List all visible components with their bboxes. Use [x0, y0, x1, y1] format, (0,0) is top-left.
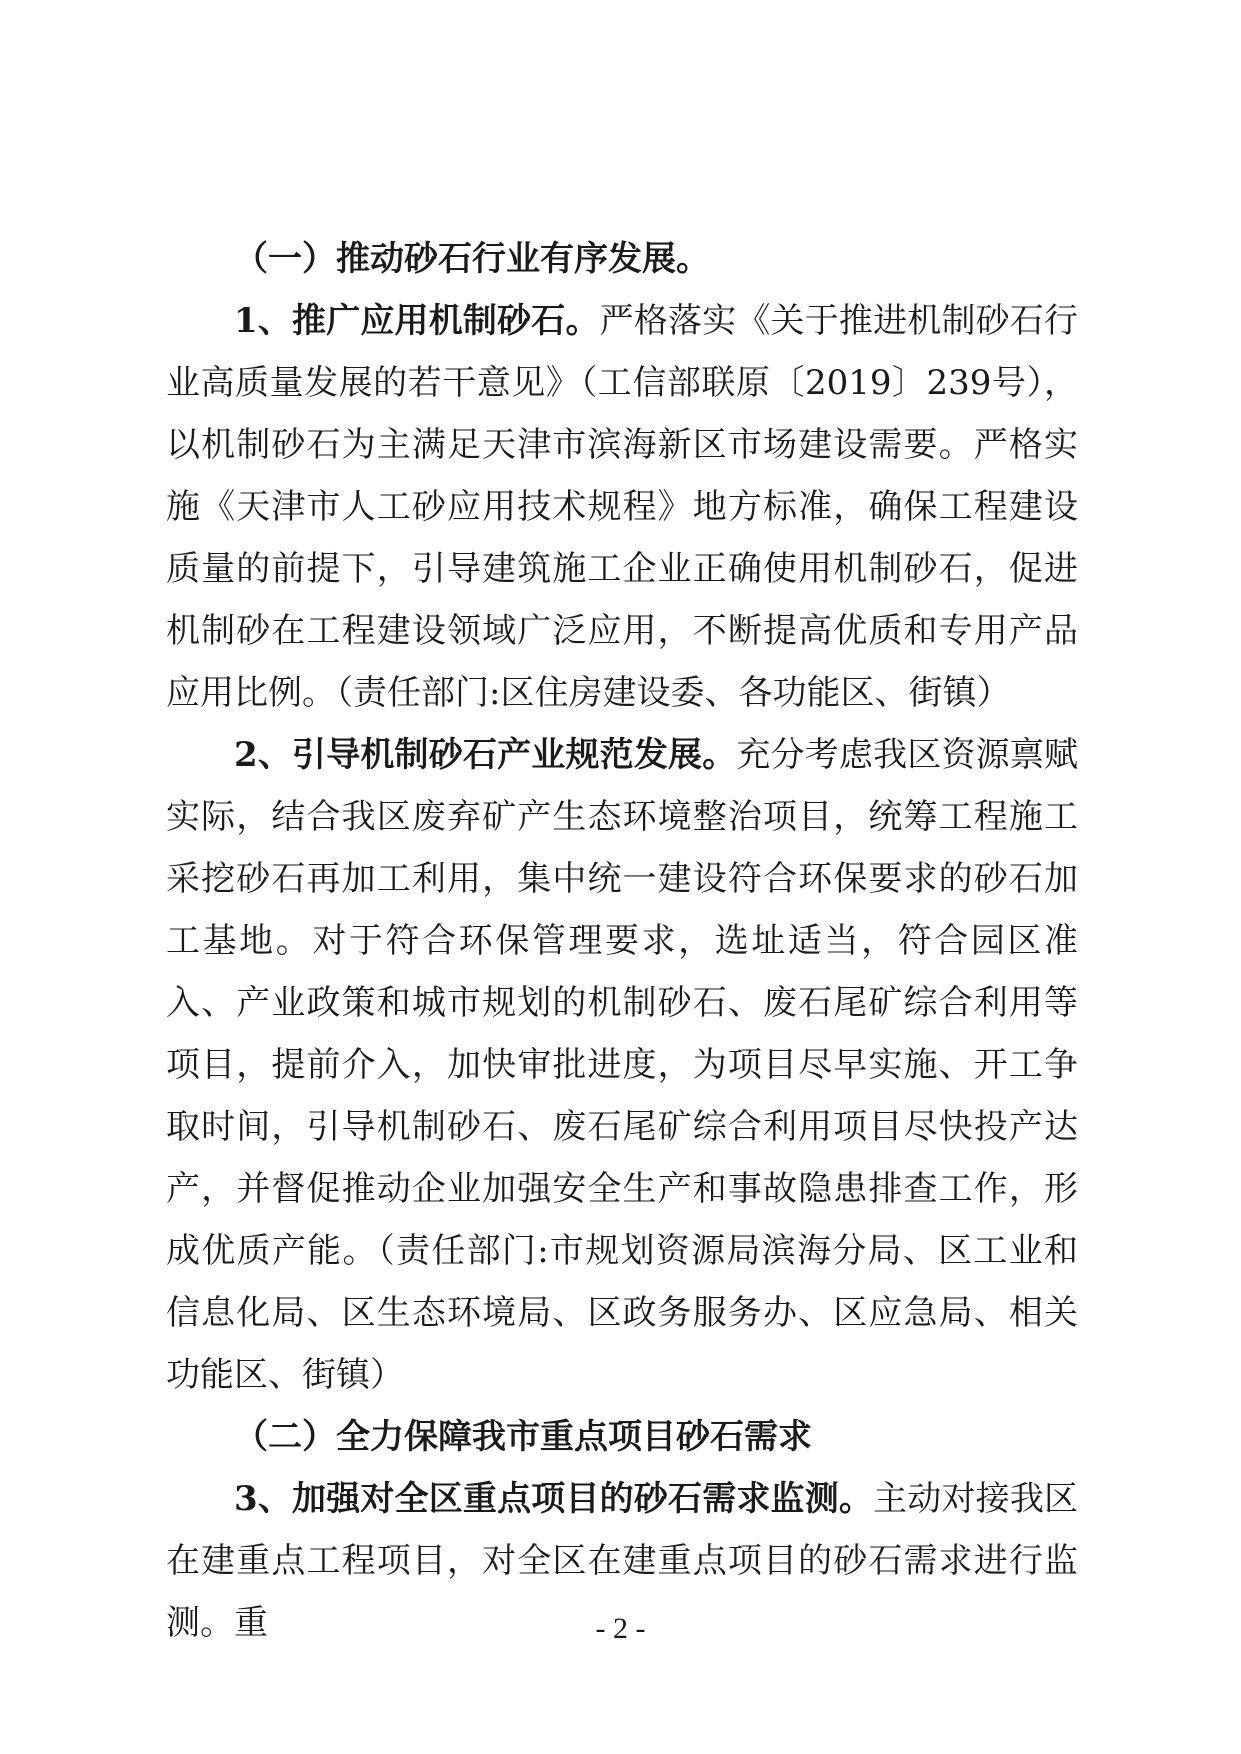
section-heading-2: （二）全力保障我市重点项目砂石需求: [234, 1417, 812, 1457]
item-lead-3: 3、加强对全区重点项目的砂石需求监测。: [234, 1479, 874, 1519]
paragraph-item-1: [166, 290, 1078, 724]
item-lead-2: 2、引导机制砂石产业规范发展。: [234, 735, 737, 775]
item-lead-1: 1、推广应用机制砂石。: [234, 301, 600, 341]
paragraph-item-2: [166, 724, 1078, 1406]
page-number: - 2 -: [595, 1612, 646, 1645]
item-body-3: 主动对接我区在建重点工程项目，对全区在建重点项目的砂石需求进行监测。重: [166, 1479, 1079, 1643]
item-body-1: 严格落实《关于推进机制砂石行业高质量发展的若干意见》（工信部联原〔2019〕239号），以机制砂石为主满足天津市滨海新区市场建设需要。严格实施《天津市人工砂应用技术规程》地方标准，确保工程建设质量的前提下，引导建筑施工企业正确使用机制砂石，促进机制砂在工程建设领域广泛应用，不断提高优质和专用产品应用比例。（责任部门:区住房建设委、各功能区、街镇）: [166, 301, 1078, 713]
document-body: [166, 228, 1078, 1654]
item-body-2: 充分考虑我区资源禀赋实际，结合我区废弃矿产生态环境整治项目，统筹工程施工采挖砂石再加工利用，集中统一建设符合环保要求的砂石加工基地。对于符合环保管理要求，选址适当，符合园区准入、产业政策和城市规划的机制砂石、废石尾矿综合利用等项目，提前介入，加快审批进度，为项目尽早实施、开工争取时间，引导机制砂石、废石尾矿综合利用项目尽快投产达产，并督促推动企业加强安全生产和事故隐患排查工作，形成优质产能。（责任部门:市规划资源局滨海分局、区工业和信息化局、区生态环境局、区政务服务办、区应急局、相关功能区、街镇）: [166, 735, 1079, 1395]
section-heading-1: （一）推动砂石行业有序发展。: [234, 239, 710, 279]
